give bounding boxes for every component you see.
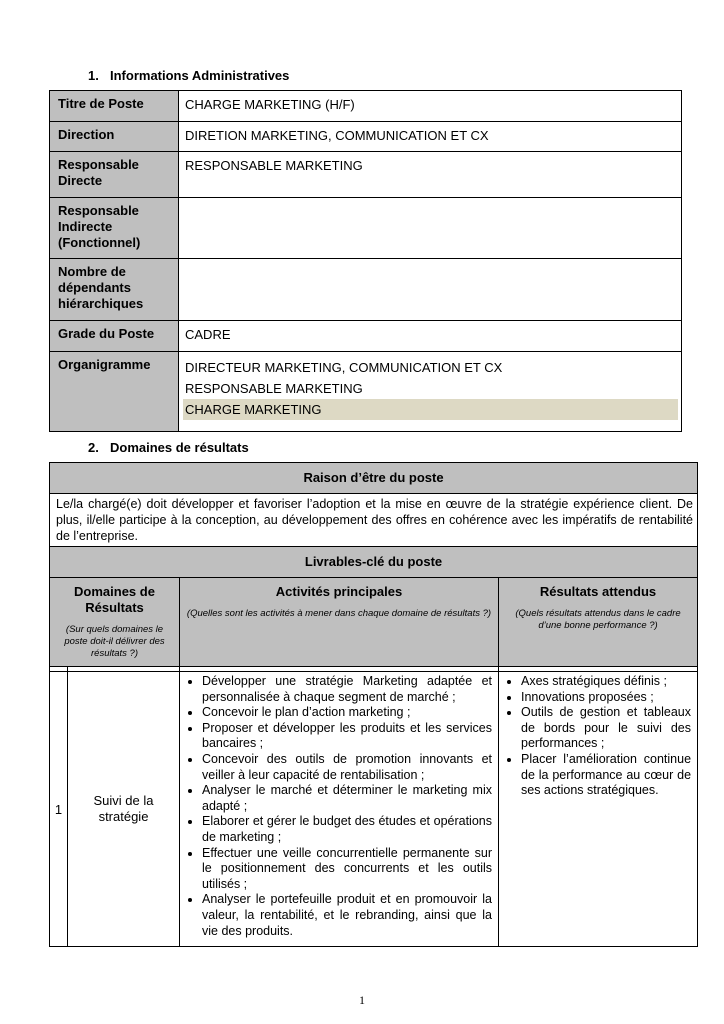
list-item: • Analyser le portefeuille produit et en promouvoir la valeur, la rentabilité, et le rebranding, ainsi que la vie des produits. — [202, 892, 492, 939]
admin-label: Titre de Poste — [50, 91, 179, 122]
admin-value — [179, 198, 682, 259]
admin-row-dependants — [50, 259, 682, 321]
list-item: • Placer l’amélioration continue de la performance au cœur de ses actions stratégiques. — [521, 752, 691, 799]
org-chart-line: RESPONSABLE MARKETING — [185, 381, 363, 396]
admin-row-grade — [50, 321, 682, 352]
org-chart-line: DIRECTEUR MARKETING, COMMUNICATION ET CX — [185, 360, 503, 375]
list-item: • Proposer et développer les produits et les services bancaires ; — [202, 721, 492, 752]
purpose-header-row — [50, 463, 698, 494]
section-2-text: Domaines de résultats — [110, 440, 249, 455]
section-2-title — [88, 440, 249, 455]
list-item: • Développer une stratégie Marketing adaptée et personnalisée à chaque segment de marché ; — [202, 674, 492, 705]
admin-info-table — [49, 90, 682, 432]
table-row — [50, 672, 698, 947]
admin-row-direct-manager — [50, 152, 682, 198]
section-1-title — [88, 68, 289, 83]
admin-value: CHARGE MARKETING (H/F) — [179, 91, 682, 122]
org-chart-cell — [179, 352, 682, 432]
purpose-text: Le/la chargé(e) doit développer et favoriser l’adoption et la mise en œuvre de la stratégie expérience client. De plus, il/elle participe à la conception, au développement des offres en cohérence avec les impératifs de rentabilité de l’entreprise. — [50, 494, 698, 547]
activities-list — [180, 672, 498, 941]
section-1-text: Informations Administratives — [110, 68, 290, 83]
column-header-row — [50, 578, 698, 667]
domain-cell: Suivi de la stratégie — [68, 672, 180, 947]
org-chart-current-position: CHARGE MARKETING — [183, 399, 678, 420]
results-table — [49, 462, 698, 947]
admin-value — [179, 259, 682, 321]
admin-label: Organigramme — [50, 352, 179, 432]
admin-row-org-chart — [50, 352, 682, 432]
list-item: • Concevoir le plan d’action marketing ; — [202, 705, 492, 721]
admin-value: RESPONSABLE MARKETING — [179, 152, 682, 198]
list-item: • Axes stratégiques définis ; — [521, 674, 691, 690]
admin-label: Responsable Directe — [50, 152, 179, 198]
admin-row-direction — [50, 122, 682, 152]
column-title: Domaines de Résultats — [74, 584, 155, 615]
admin-label: Direction — [50, 122, 179, 152]
activities-cell — [180, 672, 499, 947]
column-title: Résultats attendus — [539, 584, 657, 599]
list-item: • Concevoir des outils de promotion innovants et veiller à leur capacité de rentabilisation ; — [202, 752, 492, 783]
section-1-number: 1. — [88, 68, 99, 83]
section-2-number: 2. — [88, 440, 99, 455]
admin-label: Responsable Indirecte (Fonctionnel) — [50, 198, 179, 259]
results-cell — [499, 672, 698, 947]
admin-label: Nombre de dépendants hiérarchiques — [50, 259, 179, 321]
purpose-title: Raison d’être du poste — [50, 463, 698, 494]
results-list — [499, 672, 697, 801]
admin-value: DIRETION MARKETING, COMMUNICATION ET CX — [179, 122, 682, 152]
admin-row-title — [50, 91, 682, 122]
column-subtitle: (Sur quels domaines le poste doit-il délivrer des résultats ?) — [64, 624, 165, 659]
column-subtitle: (Quelles sont les activités à mener dans chaque domaine de résultats ?) — [186, 608, 492, 619]
admin-value: CADRE — [179, 321, 682, 352]
column-header-domains — [50, 578, 180, 667]
column-title: Activités principales — [275, 584, 403, 599]
admin-row-indirect-manager — [50, 198, 682, 259]
column-header-results — [499, 578, 698, 667]
list-item: • Elaborer et gérer le budget des études et opérations de marketing ; — [202, 814, 492, 845]
list-item: • Outils de gestion et tableaux de bords pour le suivi des performances ; — [521, 705, 691, 752]
purpose-text-row — [50, 494, 698, 547]
list-item: • Analyser le marché et déterminer le marketing mix adapté ; — [202, 783, 492, 814]
column-header-activities — [180, 578, 499, 667]
list-item: • Effectuer une veille concurrentielle permanente sur le positionnement des concurrents et les outils utilisés ; — [202, 846, 492, 893]
admin-label: Grade du Poste — [50, 321, 179, 352]
column-subtitle: (Quels résultats attendus dans le cadre d’une bonne performance ?) — [515, 608, 681, 631]
list-item: • Innovations proposées ; — [521, 690, 691, 706]
row-number: 1 — [50, 672, 68, 947]
page-number: 1 — [359, 993, 365, 1007]
deliverables-title: Livrables-clé du poste — [50, 547, 698, 578]
deliverables-header-row — [50, 547, 698, 578]
